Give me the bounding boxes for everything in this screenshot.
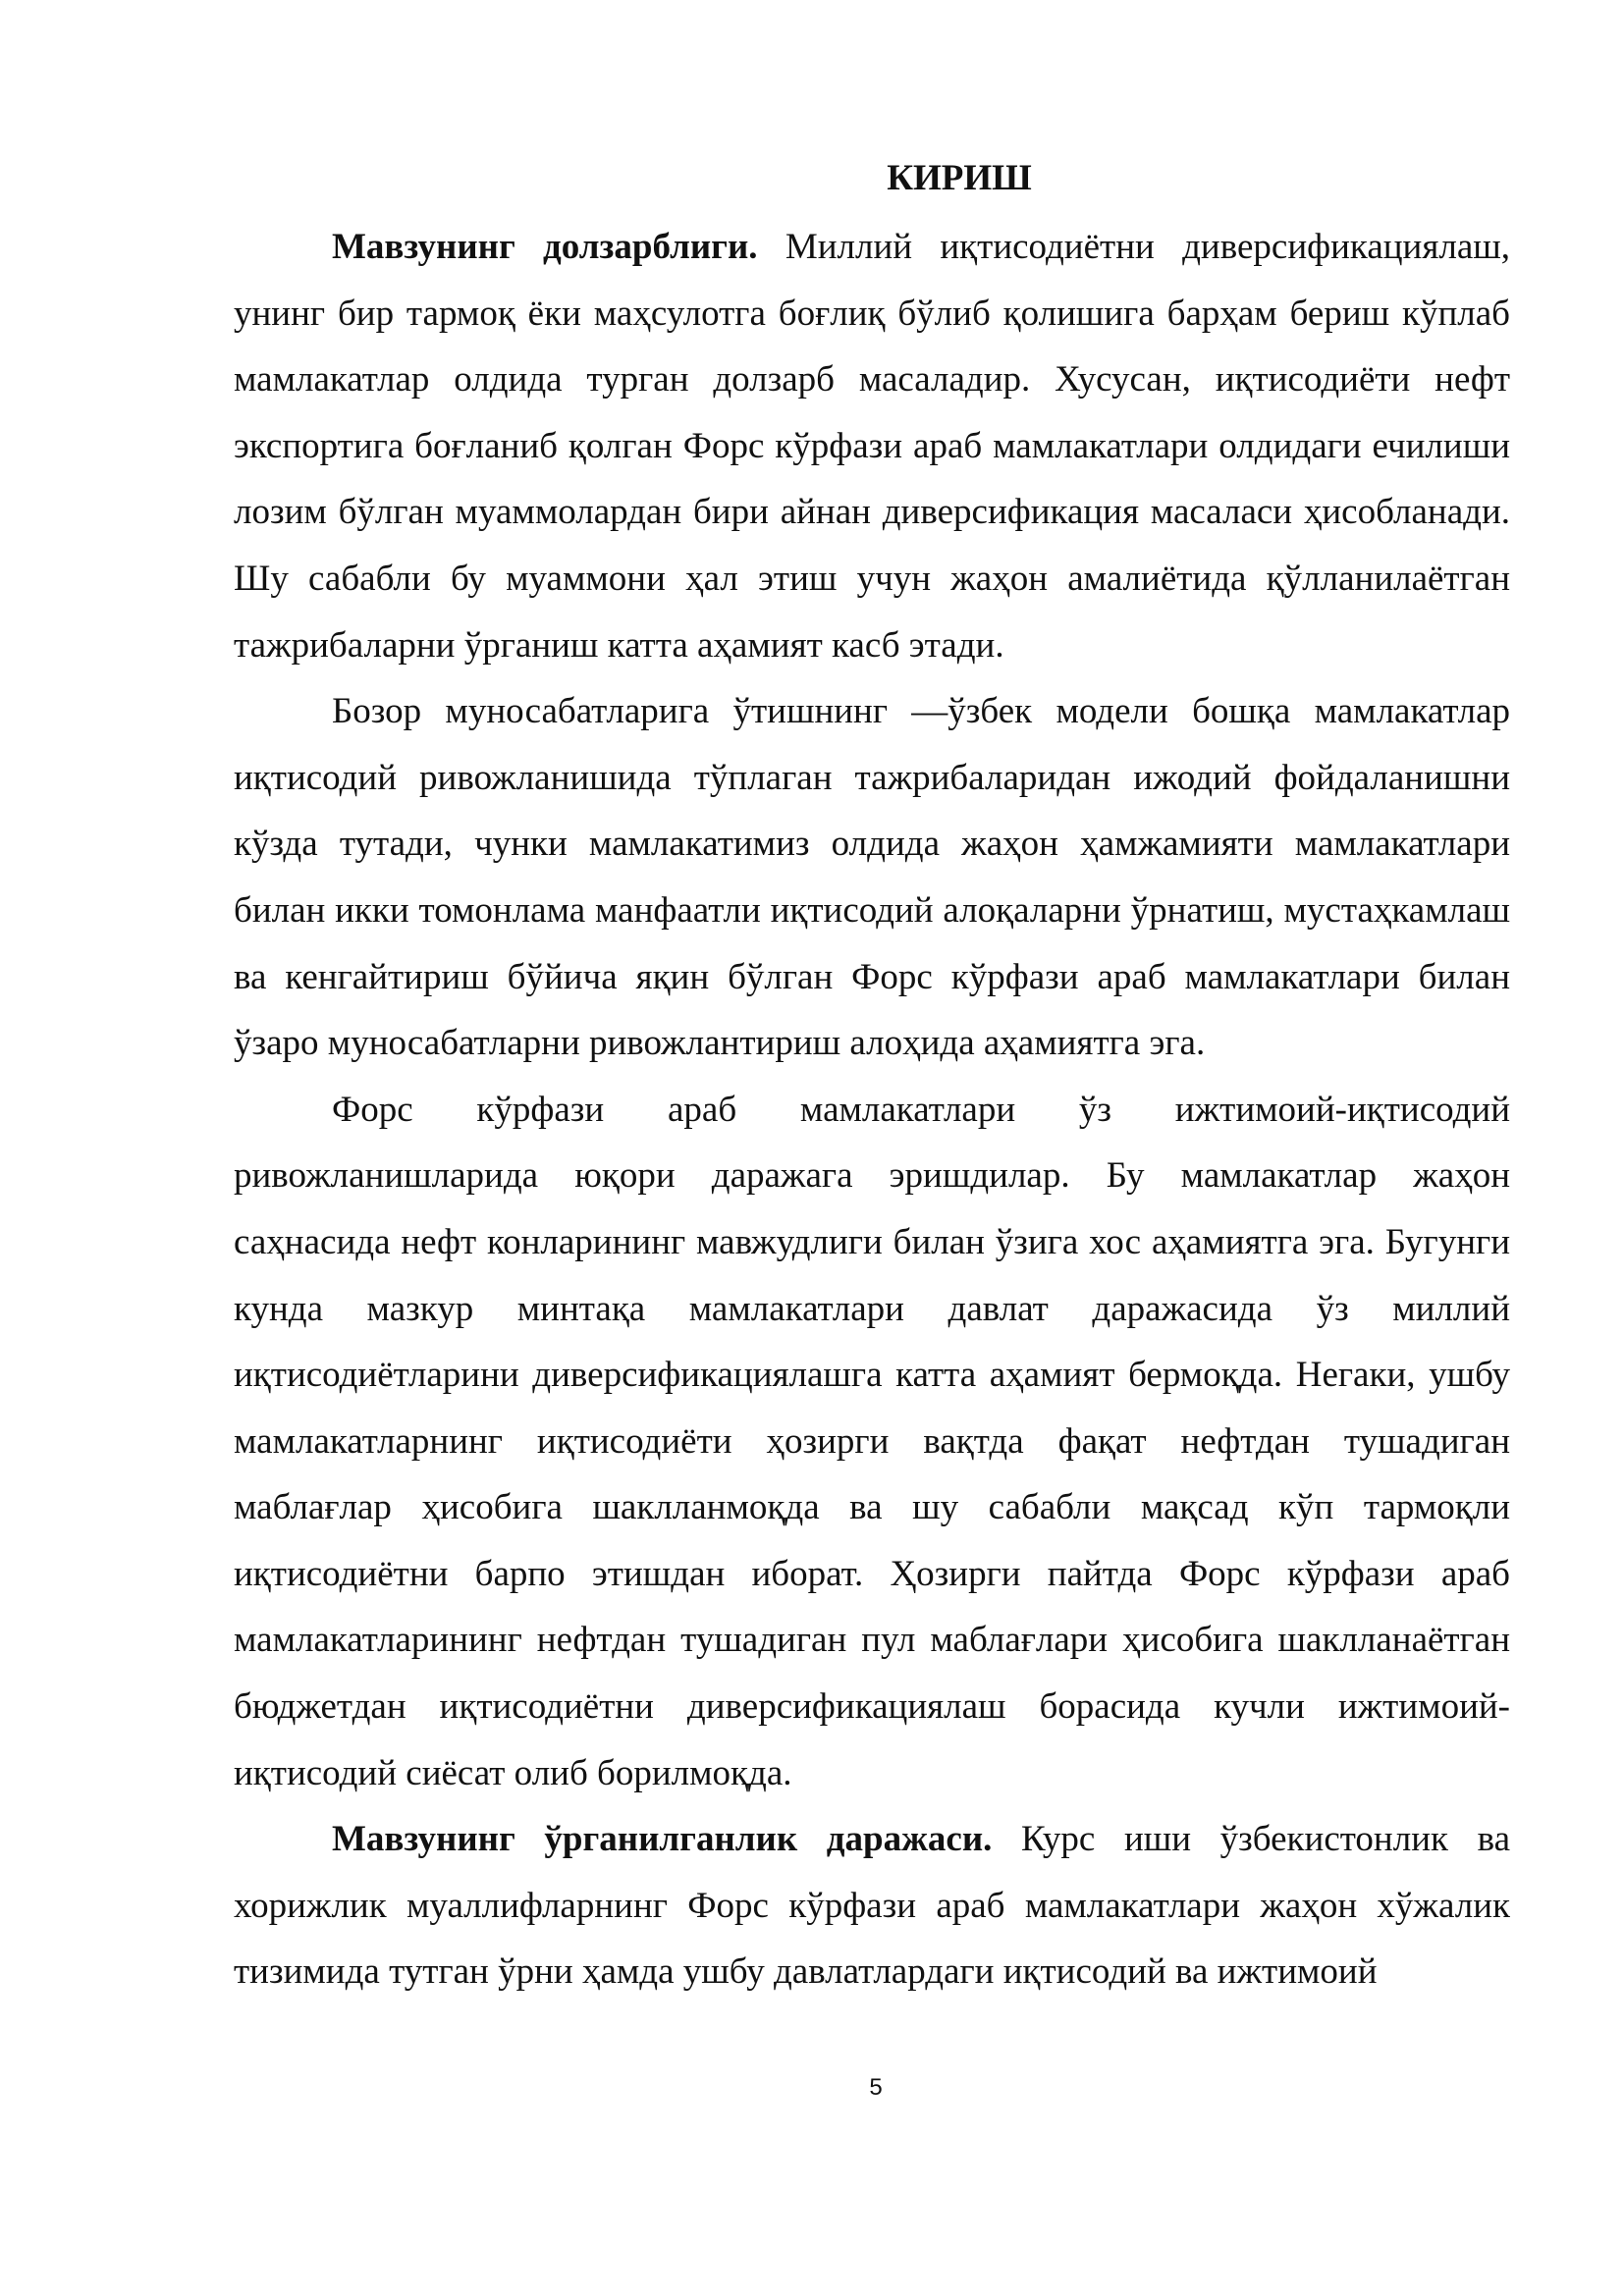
paragraph-relevance bbox=[234, 214, 1510, 678]
paragraph-text: Форс кўрфази араб мамлакатлари ўз ижтимоий-иқтисодий ривожланишларида юқори даражага эришдилар. Бу мамлакатлар жаҳон саҳнасида нефт конларининг мавжудлиги билан ўзига хос аҳамиятга эга. Бугунги кунда мазкур минтақа мамлакатлари давлат даражасида ўз миллий иқтисодиётларини диверсификациялашга катта аҳамият бермоқда. Негаки, ушбу мамлакатларнинг иқтисодиёти ҳозирги вақтда фақат нефтдан тушадиган маблағлар ҳисобига шаклланмоқда ва шу сабабли мақсад кўп тармоқли иқтисодиётни барпо этишдан иборат. Ҳозирги пайтда Форс кўрфази араб мамлакатларининг нефтдан тушадиган пул маблағлари ҳисобига шаклланаётган бюджетдан иқтисодиётни диверсификациялаш борасида кучли ижтимоий-иқтисодий сиёсат олиб борилмоқда. bbox=[234, 1089, 1510, 1793]
paragraph-text: Миллий иқтисодиётни диверсификациялаш, унинг бир тармоқ ёки маҳсулотга боғлиқ бўлиб қолишига барҳам бериш кўплаб мамлакатлар олдида турган долзарб масаладир. Хусусан, иқтисодиёти нефт экспортига боғланиб қолган Форс кўрфази араб мамлакатлари олдидаги ечилиши лозим бўлган муаммолардан бири айнан диверсификация масаласи ҳисобланади. Шу сабабли бу муаммони ҳал этиш учун жаҳон амалиётида қўлланилаётган тажрибаларни ўрганиш катта аҳамият касб этади. bbox=[234, 227, 1510, 666]
paragraph-lead: Мавзунинг долзарблиги. bbox=[332, 227, 758, 267]
document-body bbox=[234, 214, 1510, 2005]
paragraph-text: Курс иши ўзбекистонлик ва хорижлик муаллифларнинг Форс кўрфази араб мамлакатлари жаҳон хўжалик тизимида тутган ўрни ҳамда ушбу давлатлардаги иқтисодий ва ижтимоий bbox=[234, 1819, 1510, 1993]
paragraph-lead: Мавзунинг ўрганилганлик даражаси. bbox=[332, 1819, 993, 1860]
paragraph-market-relations bbox=[234, 678, 1510, 1077]
page-heading: КИРИШ bbox=[887, 158, 1032, 198]
paragraph-gulf-countries bbox=[234, 1077, 1510, 1807]
paragraph-study-level bbox=[234, 1806, 1510, 2005]
paragraph-text: Бозор муносабатларига ўтишнинг ―ўзбек модели бошқа мамлакатлар иқтисодий ривожланишида тўплаган тажрибаларидан ижодий фойдаланишни кўзда тутади, чунки мамлакатимиз олдида жаҳон ҳамжамияти мамлакатлари билан икки томонлама манфаатли иқтисодий алоқаларни ўрнатиш, мустаҳкамлаш ва кенгайтириш бўйича яқин бўлган Форс кўрфази араб мамлакатлари билан ўзаро муносабатларни ривожлантириш алоҳида аҳамиятга эга. bbox=[234, 691, 1510, 1064]
page-number: 5 bbox=[869, 2074, 883, 2101]
